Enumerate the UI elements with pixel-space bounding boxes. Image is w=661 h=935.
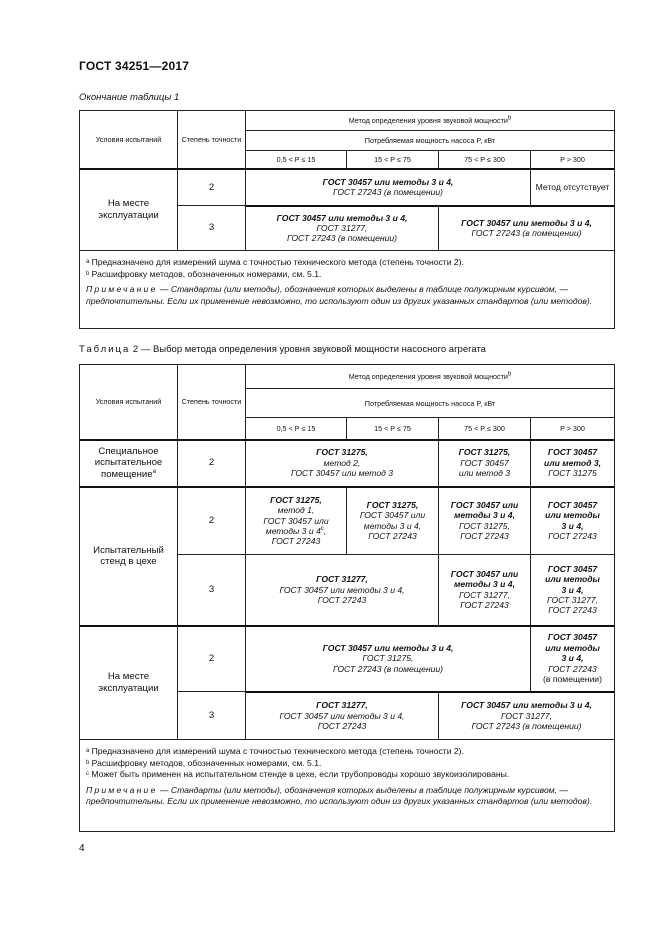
- t1-range-3: 75 < P ≤ 300: [439, 151, 531, 169]
- t2-special-c12: ГОСТ 31275, метод 2, ГОСТ 30457 или метод 3: [246, 440, 439, 487]
- t1-footnote-b: ᵇ Расшифровку методов, обозначенных номерами, см. 5.1.: [86, 268, 322, 279]
- t2-stand-r1-c3: ГОСТ 30457 или методы 3 и 4, ГОСТ 31275, ГОСТ 27243: [439, 487, 531, 555]
- t2-site-r1-degree: 2: [178, 626, 246, 692]
- t2-site-r1-c4: ГОСТ 30457 или методы 3 и 4, ГОСТ 27243 (в помещении): [531, 626, 615, 692]
- t2-footnote-c: ᶜ Может быть применен на испытательном стенде в цехе, если трубопроводы хорошо звукоизолированы.: [86, 769, 510, 780]
- t1-r1-last: Метод отсутствует: [531, 169, 615, 206]
- t1-range-1: 0,5 < P ≤ 15: [246, 151, 347, 169]
- t2-site-r2-degree: 3: [178, 692, 246, 740]
- t2-range-4: P > 300: [531, 418, 615, 440]
- t2-footnote-a: ᵃ Предназначено для измерений шума с точностью технического метода (степень точности 2).: [86, 746, 464, 756]
- t1-r1-method: ГОСТ 30457 или методы 3 и 4, ГОСТ 27243 (в помещении): [246, 169, 531, 206]
- t2-stand-r1-c1: ГОСТ 31275, метод 1, ГОСТ 30457 или методы 3 и 4$^c$, ГОСТ 27243: [246, 487, 347, 555]
- t2-stand-r1-degree: 2: [178, 487, 246, 555]
- t2-range-3: 75 < P ≤ 300: [439, 418, 531, 440]
- t2-stand-r2-c3: ГОСТ 30457 или методы 3 и 4, ГОСТ 31277, ГОСТ 27243: [439, 555, 531, 626]
- t1-range-2: 15 < P ≤ 75: [347, 151, 439, 169]
- document-header: ГОСТ 34251—2017: [79, 59, 190, 73]
- t2-stand-condition: Испытательный стенд в цехе: [80, 487, 178, 626]
- t2-special-degree: 2: [178, 440, 246, 487]
- t1-range-4: P > 300: [531, 151, 615, 169]
- t2-site-r2-c12: ГОСТ 31277, ГОСТ 30457 или методы 3 и 4, ГОСТ 27243: [246, 692, 439, 740]
- t1-r2-right: ГОСТ 30457 или методы 3 и 4, ГОСТ 27243 (в помещении): [439, 206, 615, 251]
- t1-head-accuracy: Степень точности: [178, 111, 246, 169]
- t2-site-r1-c13: ГОСТ 30457 или методы 3 и 4, ГОСТ 31275, ГОСТ 27243 (в помещении): [246, 626, 531, 692]
- t2-footnote-b: ᵇ Расшифровку методов, обозначенных номерами, см. 5.1.: [86, 757, 322, 768]
- table2: [79, 364, 615, 832]
- table1: [79, 110, 615, 329]
- t2-special-c4: ГОСТ 30457 или метод 3, ГОСТ 31275: [531, 440, 615, 487]
- t1-row-condition: На месте эксплуатации: [80, 169, 178, 251]
- t2-special-condition: Специальное испытательное помещение$^a$: [80, 440, 178, 487]
- t2-special-c3: ГОСТ 31275, ГОСТ 30457 или метод 3: [439, 440, 531, 487]
- t2-range-1: 0,5 < P ≤ 15: [246, 418, 347, 440]
- t2-site-condition: На месте эксплуатации: [80, 626, 178, 740]
- t2-head-power: Потребляемая мощность насоса P, кВт: [246, 389, 615, 418]
- t1-head-conditions: Условия испытаний: [80, 111, 178, 169]
- t1-head-power: Потребляемая мощность насоса P, кВт: [246, 131, 615, 151]
- t1-r2-left: ГОСТ 30457 или методы 3 и 4, ГОСТ 31277, ГОСТ 27243 (в помещении): [246, 206, 439, 251]
- t2-stand-r2-c12: ГОСТ 31277, ГОСТ 30457 или методы 3 и 4, ГОСТ 27243: [246, 555, 439, 626]
- t2-stand-r2-degree: 3: [178, 555, 246, 626]
- t1-r2-degree: 3: [178, 206, 246, 251]
- t2-site-r2-c34: ГОСТ 30457 или методы 3 и 4, ГОСТ 31277, ГОСТ 27243 (в помещении): [439, 692, 615, 740]
- t2-head-method: Метод определения уровня звуковой мощности$^b$: [246, 365, 615, 389]
- t2-notes: [80, 740, 615, 832]
- t2-head-accuracy: Степень точности: [178, 365, 246, 440]
- t2-stand-r1-c2: ГОСТ 31275, ГОСТ 30457 или методы 3 и 4, ГОСТ 27243: [347, 487, 439, 555]
- t1-notes: [80, 251, 615, 329]
- t1-r1-degree: 2: [178, 169, 246, 206]
- t2-range-2: 15 < P ≤ 75: [347, 418, 439, 440]
- t1-note: Примечание — Стандарты (или методы), обозначения которых выделены в таблице полужирным курсивом, — предпочтительны. Если их применение невозможно, то используют один из других указанных стандартов (или методов).: [86, 284, 593, 306]
- page-number: 4: [79, 843, 85, 854]
- t1-footnote-a: ᵃ Предназначено для измерений шума с точностью технического метода (степень точности 2).: [86, 257, 464, 267]
- t2-head-conditions: Условия испытаний: [80, 365, 178, 440]
- t2-stand-r2-c4: ГОСТ 30457 или методы 3 и 4, ГОСТ 31277, ГОСТ 27243: [531, 555, 615, 626]
- table1-caption: Окончание таблицы 1: [79, 92, 180, 103]
- t1-head-method: Метод определения уровня звуковой мощности$^b$: [246, 111, 615, 131]
- t2-note: Примечание — Стандарты (или методы), обозначения которых выделены в таблице полужирным курсивом, — предпочтительны. Если их применение невозможно, то используют один из других указанных стандартов (или методов).: [86, 784, 593, 807]
- t2-stand-r1-c4: ГОСТ 30457 или методы 3 и 4, ГОСТ 27243: [531, 487, 615, 555]
- table2-caption: Таблица 2 — Выбор метода определения уровня звуковой мощности насосного агрегата: [79, 344, 486, 355]
